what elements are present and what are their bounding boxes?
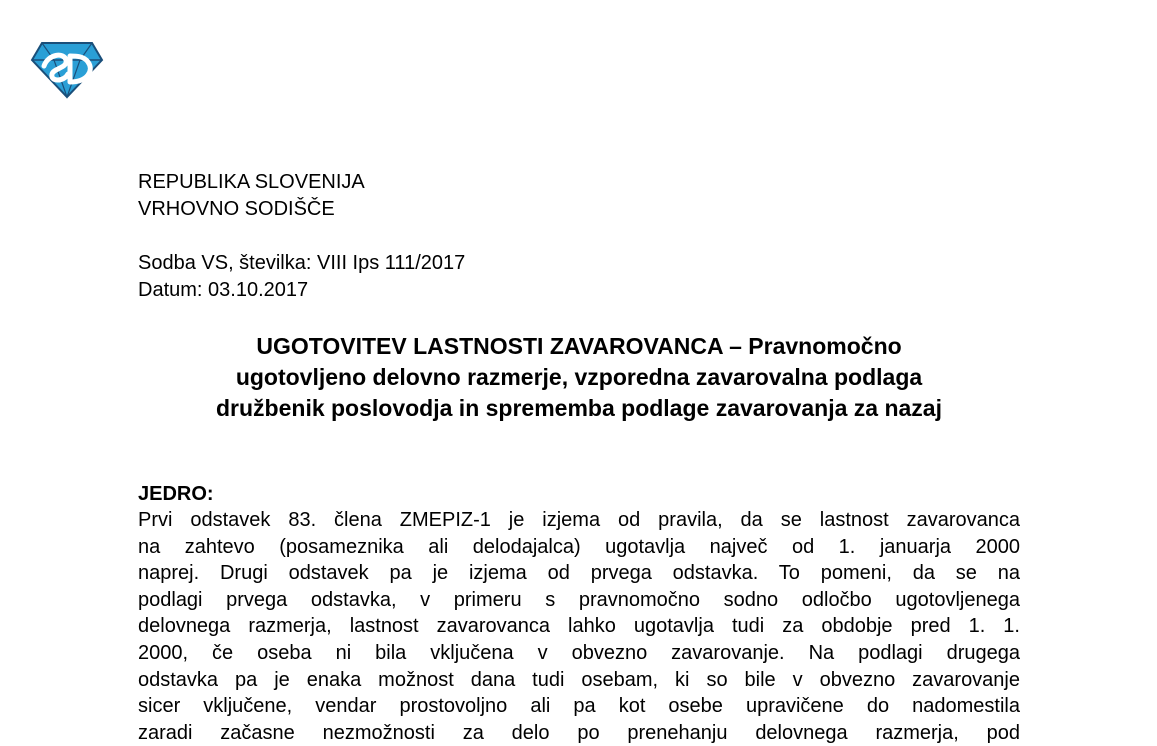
paragraph-line: sicer vključene, vendar prostovoljno ali pa kot osebe upravičene do nadomestila	[138, 695, 1020, 718]
title-line: UGOTOVITEV LASTNOSTI ZAVAROVANCA – Pravnomočno	[256, 333, 902, 359]
paragraph-line: naprej. Drugi odstavek pa je izjema od prvega odstavka. To pomeni, da se na	[138, 562, 1020, 585]
court-name: VRHOVNO SODIŠČE	[138, 198, 335, 220]
title-line: ugotovljeno delovno razmerje, vzporedna zavarovalna podlaga	[235, 364, 923, 390]
paragraph-line: delovnega razmerja, lastnost zavarovanca lahko ugotavlja tudi za obdobje pred 1. 1.	[138, 615, 1020, 638]
title-line: družbenik poslovodja in sprememba podlage zavarovanja za nazaj	[216, 395, 942, 421]
court-header	[138, 169, 365, 223]
jedro-paragraph	[138, 507, 1020, 746]
case-number: Sodba VS, številka: VIII Ips 111/2017	[138, 252, 466, 274]
document-title	[138, 331, 1020, 424]
case-date: Datum: 03.10.2017	[138, 279, 309, 301]
jedro-heading: JEDRO:	[138, 483, 214, 505]
paragraph-line: podlagi prvega odstavka, v primeru s pravnomočno sodno odločbo ugotovljenega	[138, 588, 1020, 611]
paragraph-line: 2000, če oseba ni bila vključena v obvezno zavarovanje. Na podlagi drugega	[138, 641, 1020, 664]
sd-logo-icon	[30, 40, 104, 100]
court-country: REPUBLIKA SLOVENIJA	[138, 171, 365, 193]
paragraph-line: zaradi začasne nezmožnosti za delo po prenehanju delovnega razmerja, pod	[138, 721, 1020, 744]
paragraph-line: Prvi odstavek 83. člena ZMEPIZ-1 je izjema od pravila, da se lastnost zavarovanca	[138, 509, 1020, 531]
case-info	[138, 250, 465, 304]
paragraph-line: na zahtevo (posameznika ali delodajalca) ugotavlja največ od 1. januarja 2000	[138, 535, 1020, 558]
diamond-logo-graphic	[30, 40, 104, 100]
paragraph-line: odstavka pa je enaka možnost dana tudi osebam, ki so bile v obvezno zavarovanje	[138, 668, 1020, 691]
